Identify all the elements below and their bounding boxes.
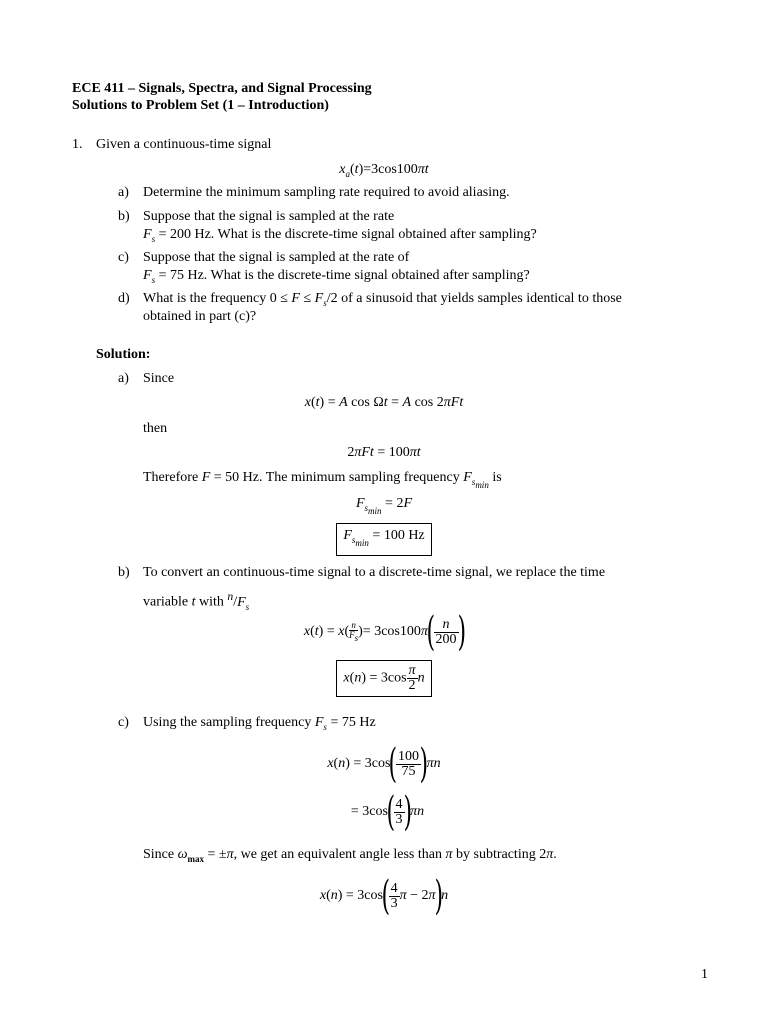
part-text-b: Suppose that the signal is sampled at the rate	[143, 209, 395, 224]
part-text-c: Suppose that the signal is sampled at the rate of	[143, 250, 410, 265]
document-subtitle: Solutions to Problem Set (1 – Introduction)	[72, 98, 329, 113]
signal-equation: $x_a(t)=3\cos 100\pi t$	[339, 162, 429, 179]
solution-b-text2: variable t with $^n/F_s$	[143, 590, 250, 612]
solution-b-result-box: x(n) = 3cos $\frac{\pi}{2}$ n	[0, 660, 768, 697]
solution-b-eq1: x(t) = x( $\frac{n}{F_s}$ )= 3cos100π( $\frac{n}{200}$ )	[303, 609, 466, 655]
solution-c-text1: Using the sampling frequency $F_s = 75$ Hz	[143, 715, 376, 732]
part-label-b: b)	[118, 209, 130, 224]
page-number: 1	[701, 967, 708, 982]
solution-b-label: b)	[118, 565, 130, 580]
part-text-d: What is the frequency $0 \le F \le F_s/2$ of a sinusoid that yields samples identical to those	[143, 291, 622, 308]
solution-c-eq2: = 3cos( $\frac{4}{3}$ )πn	[343, 789, 425, 835]
solution-c-text2: Since $\omega_{max} = \pm\pi$, we get an equivalent angle less than π by subtracting 2π.	[143, 847, 557, 864]
part-label-c: c)	[118, 250, 129, 265]
solution-a-label: a)	[118, 371, 129, 386]
solution-a-since: Since	[143, 371, 175, 386]
solution-a-eq2: 2πFt = 100πt	[347, 445, 421, 460]
solution-a-eq3: $F_{s_{min}} = 2F$	[355, 496, 413, 516]
solution-a-then: then	[143, 421, 168, 436]
solution-b-text1: To convert an continuous-time signal to a discrete-time signal, we replace the time	[143, 565, 606, 580]
part-text-d-2: obtained in part (c)?	[143, 309, 257, 324]
part-text-b-2: $F_s = 200$ Hz. What is the discrete-time signal obtained after sampling?	[143, 227, 537, 244]
solution-a-result-box: $F_{s_{min}} = 100$ Hz	[0, 523, 768, 556]
part-label-d: d)	[118, 291, 130, 306]
solution-a-therefore: Therefore F = 50 Hz. The minimum sampling frequency $F_{s_{min}}$ is	[143, 470, 502, 490]
problem-intro: Given a continuous-time signal	[96, 137, 272, 152]
document-title: ECE 411 – Signals, Spectra, and Signal Processing	[72, 81, 372, 96]
solution-c-eq1: x(n) = 3cos( $\frac{100}{75}$ )πn	[327, 741, 441, 787]
part-text-a: Determine the minimum sampling rate required to avoid aliasing.	[143, 185, 510, 200]
solution-c-label: c)	[118, 715, 129, 730]
problem-number: 1.	[72, 137, 83, 152]
solution-a-eq1: x(t) = A cos Ωt = A cos 2πFt	[304, 395, 464, 410]
solution-heading: Solution:	[96, 347, 151, 362]
solution-c-eq3: x(n) = 3cos( $\frac{4}{3}$ π − 2π)n	[319, 873, 449, 919]
part-label-a: a)	[118, 185, 129, 200]
part-text-c-2: $F_s = 75$ Hz. What is the discrete-time signal obtained after sampling?	[143, 268, 530, 285]
